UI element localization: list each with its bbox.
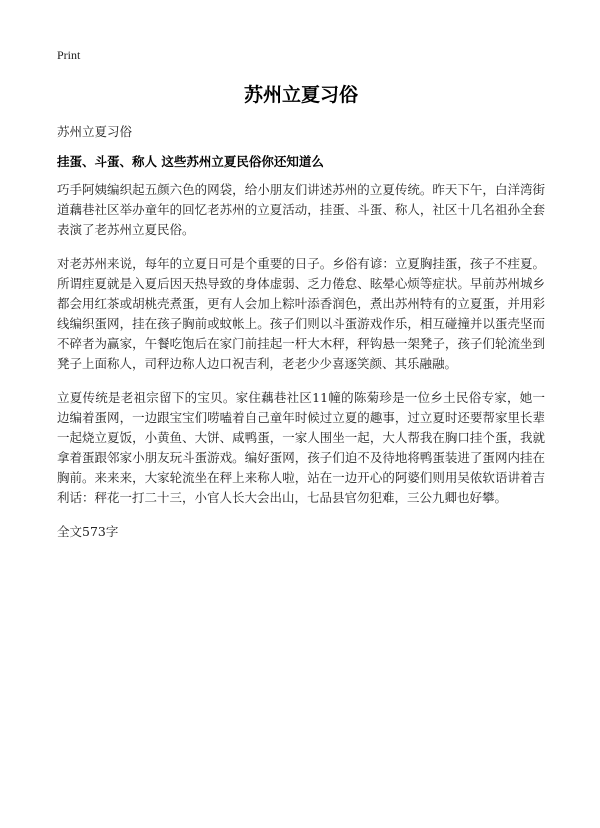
article-subtitle: 苏州立夏习俗 <box>57 124 133 139</box>
article-page <box>57 46 545 542</box>
word-count: 全文573字 <box>57 524 119 539</box>
article-headline: 挂蛋、斗蛋、称人 这些苏州立夏民俗你还知道么 <box>57 154 324 169</box>
article-paragraph-2: 对老苏州来说，每年的立夏日可是个重要的日子。乡俗有谚：立夏胸挂蛋，孩子不疰夏。所谓疰夏就是入夏后因天热导致的身体虚弱、乏力倦怠、眩晕心烦等症状。早前苏州城乡都会用红茶或胡桃壳煮蛋，更有人会加上粽叶添香润色，煮出苏州特有的立夏蛋，并用彩线编织蛋网，挂在孩子胸前或蚊帐上。孩子们则以斗蛋游戏作乐，相互碰撞并以蛋壳坚而不碎者为赢家，午餐吃饱后在家门前挂起一杆大木秤，秤钩悬一架凳子，孩子们轮流坐到凳子上面称人，司秤边称人边口祝吉利，老老少少喜逐笑颜、其乐融融。 <box>57 256 545 371</box>
print-link[interactable]: Print <box>57 48 81 62</box>
article-paragraph-1: 巧手阿姨编织起五颜六色的网袋，给小朋友们讲述苏州的立夏传统。昨天下午，白洋湾街道藕巷社区举办童年的回忆老苏州的立夏活动，挂蛋、斗蛋、称人，社区十几名祖孙全套表演了老苏州立夏民俗。 <box>57 182 545 237</box>
article-paragraph-3: 立夏传统是老祖宗留下的宝贝。家住藕巷社区11幢的陈菊珍是一位乡土民俗专家，她一边编着蛋网，一边跟宝宝们唠嗑着自己童年时候过立夏的趣事，过立夏时还要帮家里长辈一起烧立夏饭，小黄鱼、大饼、咸鸭蛋，一家人围坐一起，大人帮我在胸口挂个蛋，我就拿着蛋跟邻家小朋友玩斗蛋游戏。编好蛋网，孩子们迫不及待地将鸭蛋装进了蛋网内挂在胸前。来来来，大家轮流坐在秤上来称人啦，站在一边开心的阿婆们则用吴侬软语讲着吉利话：秤花一打二十三，小官人长大会出山，七品县官勿犯难，三公九卿也好攀。 <box>57 390 545 505</box>
page-title: 苏州立夏习俗 <box>243 84 358 106</box>
